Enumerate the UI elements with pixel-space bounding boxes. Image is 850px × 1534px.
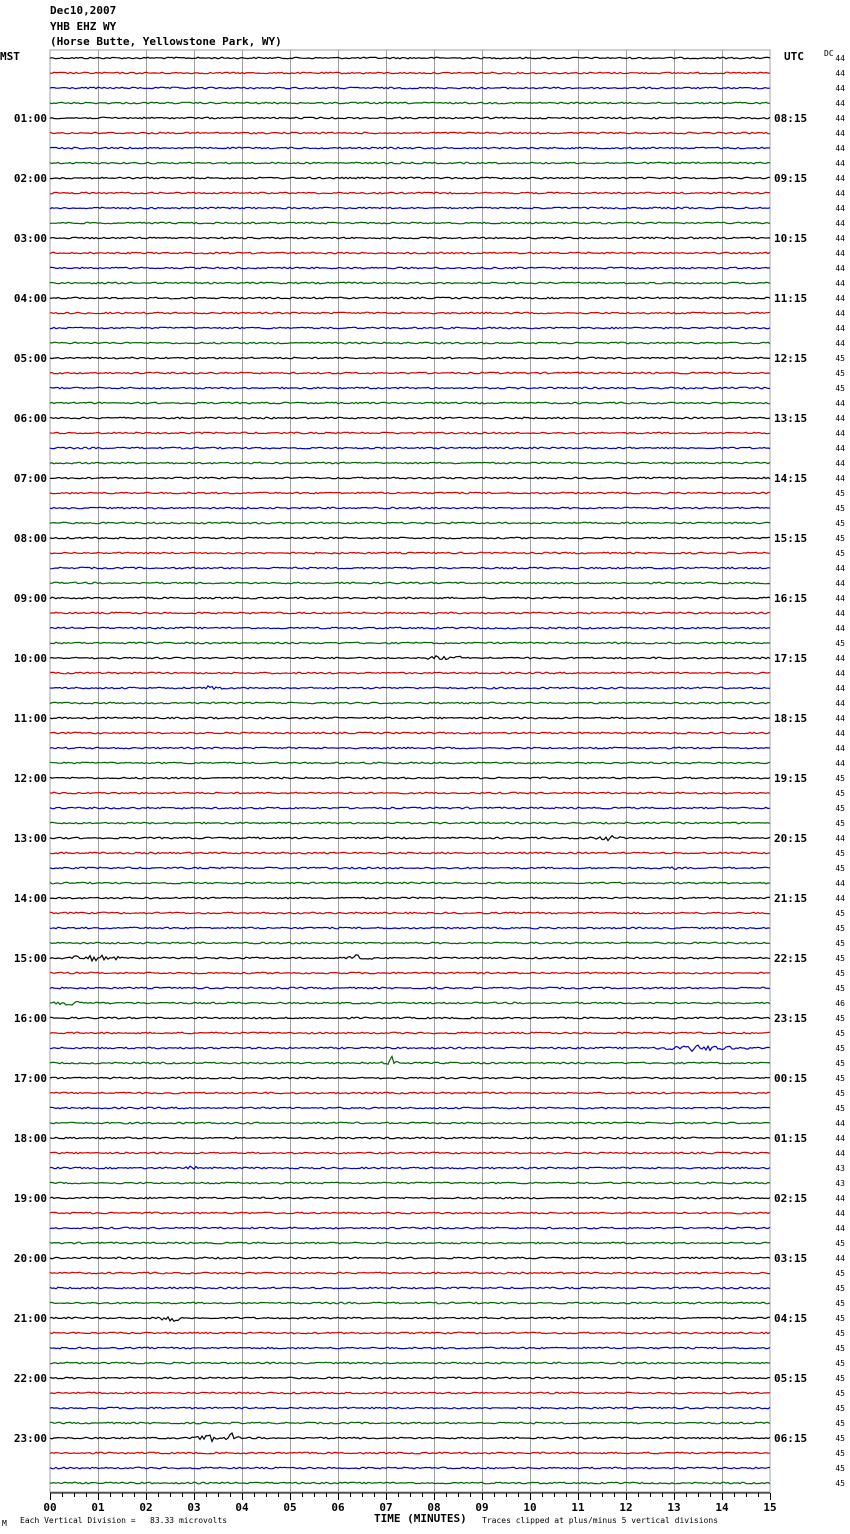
- trace-row: [50, 717, 770, 719]
- dc-offset-value: 44: [835, 429, 845, 438]
- plot-frame: [50, 50, 770, 1492]
- clip-note: Traces clipped at plus/minus 5 vertical divisions: [482, 1516, 719, 1525]
- dc-offset-value: 44: [835, 414, 845, 423]
- trace-row: [50, 267, 770, 269]
- dc-offset-value: 45: [835, 909, 845, 918]
- minute-grid: [50, 50, 770, 1492]
- dc-offset-value: 45: [835, 1059, 845, 1068]
- dc-offset-value: 45: [835, 1434, 845, 1443]
- left-timezone-label: MST: [0, 50, 20, 63]
- trace-row: [50, 1242, 770, 1244]
- trace-row: [50, 897, 770, 899]
- dc-offset-value: 45: [835, 369, 845, 378]
- x-axis-title: TIME (MINUTES): [374, 1512, 467, 1525]
- trace-row: [50, 327, 770, 329]
- trace-row: [50, 1362, 770, 1364]
- utc-hour-label: 03:15: [774, 1252, 808, 1265]
- trace-row: [50, 597, 770, 599]
- mst-hour-label: 23:00: [13, 1432, 47, 1445]
- x-tick-label: 01: [91, 1501, 105, 1514]
- trace-row: [50, 447, 770, 449]
- utc-hour-label: 09:15: [774, 172, 808, 185]
- trace-row: [50, 702, 770, 704]
- mst-hour-label: 10:00: [13, 652, 47, 665]
- dc-offset-value: 45: [835, 984, 845, 993]
- x-tick-label: 03: [187, 1501, 201, 1514]
- utc-hour-label: 06:15: [774, 1432, 808, 1445]
- seismic-traces: [50, 57, 770, 1484]
- trace-row: [50, 1056, 770, 1064]
- mst-hour-label: 03:00: [13, 232, 47, 245]
- utc-hour-label: 22:15: [774, 952, 808, 965]
- trace-row: [50, 1045, 770, 1051]
- trace-row: [50, 672, 770, 674]
- trace-row: [50, 1257, 770, 1259]
- x-tick-label: 12: [619, 1501, 633, 1514]
- trace-row: [50, 882, 770, 884]
- x-tick-label: 14: [715, 1501, 729, 1514]
- dc-offset-value: 44: [835, 144, 845, 153]
- x-tick-label: 13: [667, 1501, 681, 1514]
- trace-row: [50, 762, 770, 764]
- dc-offset-value: 45: [835, 1014, 845, 1023]
- utc-hour-label: 19:15: [774, 772, 808, 785]
- dc-offset-value: 44: [835, 444, 845, 453]
- trace-row: [50, 1182, 770, 1184]
- utc-hour-label: 00:15: [774, 1072, 808, 1085]
- utc-hour-label: 17:15: [774, 652, 808, 665]
- dc-offset-value: 46: [835, 999, 845, 1008]
- trace-row: [50, 1212, 770, 1214]
- trace-row: [50, 1347, 770, 1349]
- x-tick-label: 11: [571, 1501, 585, 1514]
- dc-offset-value: 44: [835, 699, 845, 708]
- dc-offset-value: 45: [835, 954, 845, 963]
- trace-row: [50, 777, 770, 779]
- mst-hour-label: 02:00: [13, 172, 47, 185]
- trace-row: [50, 252, 770, 254]
- dc-offset-value: 44: [835, 234, 845, 243]
- trace-row: [50, 1122, 770, 1124]
- trace-row: [50, 132, 770, 134]
- station-code: YHB EHZ WY: [50, 20, 117, 33]
- dc-offset-value: 44: [835, 294, 845, 303]
- mst-hour-label: 08:00: [13, 532, 47, 545]
- trace-row: [50, 552, 770, 554]
- trace-row: [50, 567, 770, 569]
- trace-row: [50, 1482, 770, 1484]
- trace-row: [50, 1092, 770, 1094]
- mst-hour-label: 12:00: [13, 772, 47, 785]
- trace-row: [50, 656, 770, 660]
- dc-offset-value: 45: [835, 1239, 845, 1248]
- dc-offset-value: 45: [835, 489, 845, 498]
- trace-row: [50, 1422, 770, 1424]
- trace-row: [50, 372, 770, 374]
- plot-date: Dec10,2007: [50, 4, 117, 17]
- dc-offset-value: 45: [835, 924, 845, 933]
- dc-offset-value: 45: [835, 354, 845, 363]
- trace-row: [50, 1166, 770, 1169]
- mst-hour-label: 19:00: [13, 1192, 47, 1205]
- dc-offset-value: 45: [835, 789, 845, 798]
- dc-offset-value: 43: [835, 1179, 845, 1188]
- trace-row: [50, 1107, 770, 1109]
- trace-row: [50, 955, 770, 961]
- dc-offset-value: 44: [835, 219, 845, 228]
- trace-row: [50, 102, 770, 104]
- dc-offset-value: 44: [835, 579, 845, 588]
- trace-row: [50, 522, 770, 524]
- trace-row: [50, 147, 770, 149]
- utc-hour-label: 08:15: [774, 112, 808, 125]
- dc-offset-value: 45: [835, 1284, 845, 1293]
- dc-offset-value: 44: [835, 1134, 845, 1143]
- dc-offset-value: 44: [835, 744, 845, 753]
- utc-hour-label: 23:15: [774, 1012, 808, 1025]
- utc-hour-label: 02:15: [774, 1192, 808, 1205]
- dc-offset-value: 44: [835, 114, 845, 123]
- corner-mark: M: [2, 1519, 7, 1528]
- x-tick-label: 02: [139, 1501, 153, 1514]
- x-tick-label: 15: [763, 1501, 777, 1514]
- trace-row: [50, 792, 770, 794]
- trace-row: [50, 117, 770, 119]
- dc-offset-value: 45: [835, 1074, 845, 1083]
- dc-offset-value: 44: [835, 669, 845, 678]
- mst-hour-label: 16:00: [13, 1012, 47, 1025]
- dc-offset-value: 44: [835, 684, 845, 693]
- dc-offset-value: 44: [835, 204, 845, 213]
- dc-offset-value: 44: [835, 99, 845, 108]
- trace-row: [50, 822, 770, 824]
- trace-row: [50, 627, 770, 629]
- utc-hour-label: 10:15: [774, 232, 808, 245]
- mst-hour-label: 13:00: [13, 832, 47, 845]
- dc-offset-value: 45: [835, 1029, 845, 1038]
- dc-offset-value: 45: [835, 1359, 845, 1368]
- dc-offset-value: 44: [835, 174, 845, 183]
- utc-hour-label: 11:15: [774, 292, 808, 305]
- dc-offset-value: 45: [835, 1089, 845, 1098]
- dc-offset-value: 45: [835, 1314, 845, 1323]
- right-timezone-label: UTC: [784, 50, 804, 63]
- dc-offset-value: 45: [835, 804, 845, 813]
- trace-row: [50, 987, 770, 989]
- dc-offset-value: 45: [835, 849, 845, 858]
- x-tick-label: 09: [475, 1501, 489, 1514]
- trace-row: [50, 192, 770, 194]
- dc-offset-value: 44: [835, 654, 845, 663]
- trace-row: [50, 852, 770, 854]
- mst-hour-label: 15:00: [13, 952, 47, 965]
- dc-offset-value: 45: [835, 1329, 845, 1338]
- dc-offset-value: 44: [835, 894, 845, 903]
- trace-row: [50, 1077, 770, 1079]
- trace-row: [50, 537, 770, 539]
- dc-offset-value: 45: [835, 1104, 845, 1113]
- mst-hour-label: 07:00: [13, 472, 47, 485]
- trace-row: [50, 642, 770, 644]
- utc-hour-label: 16:15: [774, 592, 808, 605]
- trace-row: [50, 747, 770, 749]
- mst-hour-label: 14:00: [13, 892, 47, 905]
- x-tick-label: 08: [427, 1501, 441, 1514]
- trace-row: [50, 912, 770, 914]
- x-tick-label: 00: [43, 1501, 57, 1514]
- dc-offset-value: 44: [835, 459, 845, 468]
- trace-row: [50, 72, 770, 74]
- trace-row: [50, 177, 770, 179]
- dc-offset-value: 44: [835, 1194, 845, 1203]
- dc-offset-value: 45: [835, 1404, 845, 1413]
- dc-offset-header: DC: [824, 49, 834, 58]
- dc-offset-value: 45: [835, 969, 845, 978]
- dc-offset-value: 44: [835, 594, 845, 603]
- dc-offset-value: 44: [835, 339, 845, 348]
- dc-offset-value: 44: [835, 129, 845, 138]
- trace-row: [50, 1272, 770, 1274]
- trace-row: [50, 732, 770, 734]
- trace-row: [50, 836, 770, 841]
- trace-row: [50, 462, 770, 464]
- trace-row: [50, 972, 770, 974]
- dc-offset-value: 44: [835, 1254, 845, 1263]
- trace-row: [50, 237, 770, 239]
- trace-row: [50, 222, 770, 224]
- dc-offset-value: 45: [835, 1044, 845, 1053]
- trace-row: [50, 57, 770, 59]
- dc-offset-value: 45: [835, 1299, 845, 1308]
- utc-hour-label: 01:15: [774, 1132, 808, 1145]
- dc-offset-value: 45: [835, 519, 845, 528]
- trace-row: [50, 432, 770, 434]
- trace-row: [50, 1332, 770, 1334]
- trace-row: [50, 297, 770, 299]
- trace-row: [50, 612, 770, 614]
- dc-offset-value: 45: [835, 504, 845, 513]
- trace-row: [50, 1002, 770, 1006]
- dc-offset-value: 45: [835, 864, 845, 873]
- dc-offset-value: 44: [835, 54, 845, 63]
- dc-offset-value: 44: [835, 399, 845, 408]
- trace-row: [50, 402, 770, 404]
- trace-row: [50, 927, 770, 929]
- dc-offset-value: 45: [835, 1464, 845, 1473]
- trace-row: [50, 582, 770, 584]
- utc-hour-label: 05:15: [774, 1372, 808, 1385]
- vertical-scale-note: Each Vertical Division = 83.33 microvolts: [20, 1516, 228, 1525]
- utc-hour-label: 21:15: [774, 892, 808, 905]
- trace-row: [50, 507, 770, 509]
- utc-hour-label: 18:15: [774, 712, 808, 725]
- dc-offset-value: 44: [835, 609, 845, 618]
- dc-offset-value: 45: [835, 384, 845, 393]
- dc-offset-value: 45: [835, 1449, 845, 1458]
- dc-offset-value: 45: [835, 1344, 845, 1353]
- dc-offset-value: 44: [835, 474, 845, 483]
- dc-offset-value: 44: [835, 759, 845, 768]
- utc-hour-label: 15:15: [774, 532, 808, 545]
- dc-offset-value: 45: [835, 819, 845, 828]
- dc-offset-value: 45: [835, 1389, 845, 1398]
- dc-offset-value: 44: [835, 279, 845, 288]
- trace-row: [50, 87, 770, 89]
- x-axis: [43, 1493, 776, 1514]
- dc-offset-value: 44: [835, 714, 845, 723]
- mst-hour-label: 18:00: [13, 1132, 47, 1145]
- trace-row: [50, 942, 770, 944]
- dc-offset-value: 44: [835, 834, 845, 843]
- utc-hour-label: 13:15: [774, 412, 808, 425]
- mst-hour-label: 21:00: [13, 1312, 47, 1325]
- mst-hour-label: 06:00: [13, 412, 47, 425]
- trace-row: [50, 282, 770, 284]
- trace-row: [50, 387, 770, 389]
- trace-row: [50, 312, 770, 314]
- dc-offset-value: 45: [835, 639, 845, 648]
- trace-row: [50, 417, 770, 419]
- trace-row: [50, 1392, 770, 1394]
- dc-offset-value: 44: [835, 879, 845, 888]
- mst-hour-label: 11:00: [13, 712, 47, 725]
- dc-offset-value: 44: [835, 189, 845, 198]
- dc-offset-value: 44: [835, 84, 845, 93]
- trace-row: [50, 477, 770, 479]
- trace-row: [50, 1017, 770, 1019]
- dc-offset-value: 44: [835, 564, 845, 573]
- dc-offset-value: 45: [835, 1419, 845, 1428]
- trace-row: [50, 1197, 770, 1199]
- mst-hour-label: 20:00: [13, 1252, 47, 1265]
- dc-offset-value: 45: [835, 774, 845, 783]
- trace-row: [50, 1377, 770, 1379]
- x-tick-label: 07: [379, 1501, 393, 1514]
- trace-row: [50, 867, 770, 870]
- dc-offset-value: 45: [835, 1374, 845, 1383]
- dc-offset-value: 45: [835, 1269, 845, 1278]
- dc-offset-value: 44: [835, 249, 845, 258]
- utc-hour-label: 04:15: [774, 1312, 808, 1325]
- dc-offset-value: 43: [835, 1164, 845, 1173]
- trace-row: [50, 1287, 770, 1289]
- trace-row: [50, 1317, 770, 1321]
- dc-offset-value: 44: [835, 729, 845, 738]
- dc-offset-value: 44: [835, 264, 845, 273]
- trace-row: [50, 1467, 770, 1469]
- mst-hour-label: 22:00: [13, 1372, 47, 1385]
- trace-row: [50, 1032, 770, 1034]
- trace-row: [50, 1407, 770, 1409]
- dc-offset-value: 44: [835, 1224, 845, 1233]
- dc-offset-value: 44: [835, 1149, 845, 1158]
- trace-row: [50, 342, 770, 344]
- x-tick-label: 10: [523, 1501, 537, 1514]
- mst-hour-label: 05:00: [13, 352, 47, 365]
- trace-row: [50, 1302, 770, 1304]
- utc-hour-label: 14:15: [774, 472, 808, 485]
- x-tick-label: 05: [283, 1501, 297, 1514]
- trace-row: [50, 807, 770, 809]
- trace-row: [50, 1433, 770, 1441]
- dc-offset-value: 44: [835, 69, 845, 78]
- mst-hour-label: 01:00: [13, 112, 47, 125]
- dc-offset-value: 44: [835, 624, 845, 633]
- dc-offset-value: 45: [835, 534, 845, 543]
- mst-hour-label: 09:00: [13, 592, 47, 605]
- trace-row: [50, 162, 770, 164]
- dc-offset-value: 44: [835, 1119, 845, 1128]
- dc-offset-value: 44: [835, 309, 845, 318]
- trace-row: [50, 357, 770, 359]
- dc-offset-value: 44: [835, 159, 845, 168]
- utc-hour-label: 20:15: [774, 832, 808, 845]
- dc-offset-value: 45: [835, 549, 845, 558]
- x-tick-label: 06: [331, 1501, 345, 1514]
- trace-row: [50, 1227, 770, 1229]
- trace-row: [50, 686, 770, 689]
- trace-row: [50, 1452, 770, 1454]
- dc-offset-value: 45: [835, 939, 845, 948]
- mst-hour-label: 04:00: [13, 292, 47, 305]
- trace-row: [50, 1137, 770, 1139]
- station-location: (Horse Butte, Yellowstone Park, WY): [50, 35, 282, 48]
- trace-row: [50, 1152, 770, 1154]
- dc-offset-value: 45: [835, 1479, 845, 1488]
- mst-hour-label: 17:00: [13, 1072, 47, 1085]
- trace-row: [50, 207, 770, 209]
- dc-offset-value: 44: [835, 324, 845, 333]
- dc-offset-value: 44: [835, 1209, 845, 1218]
- utc-hour-label: 12:15: [774, 352, 808, 365]
- x-tick-label: 04: [235, 1501, 249, 1514]
- trace-row: [50, 492, 770, 494]
